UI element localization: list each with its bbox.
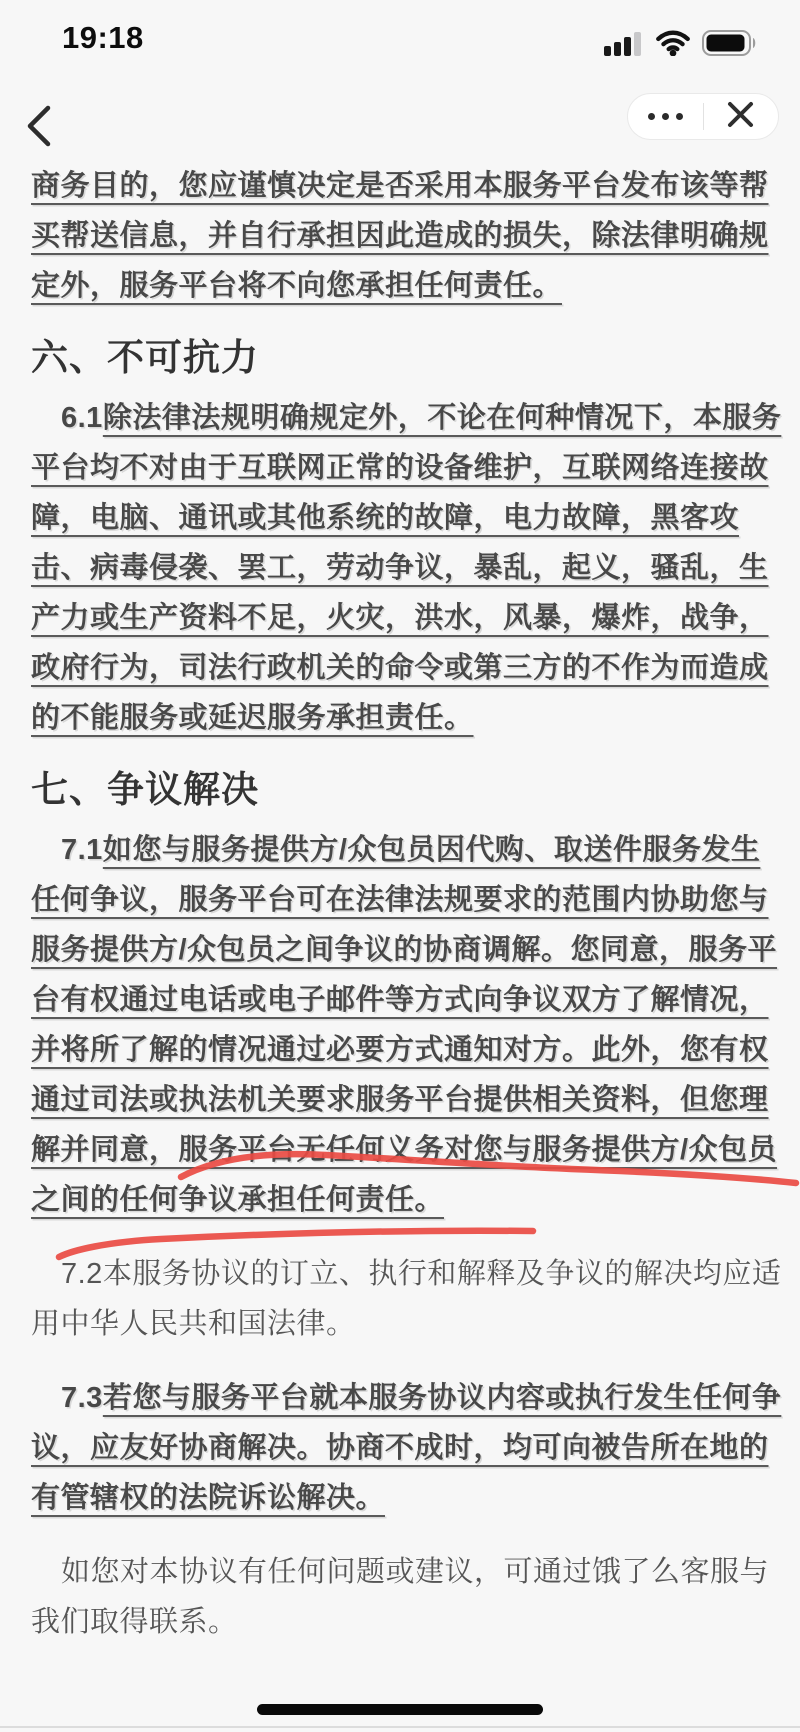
line-text: 如您对本协议有任何问题或建议，可通过饿了么客服与 [61, 1556, 770, 1588]
line-text: 如您与服务提供方/众包员因代购、取送件服务发生 [102, 834, 761, 866]
paragraph [31, 825, 778, 1225]
miniprogram-capsule [627, 93, 779, 140]
clause-number: 7.1 [61, 834, 103, 866]
line-text: 解并同意，服务平台无任何义务对您与服务提供方/众包员 [31, 1134, 778, 1166]
text-line [31, 393, 782, 443]
text-line [31, 1547, 769, 1597]
back-button[interactable] [24, 104, 58, 148]
text-line [31, 493, 769, 543]
text-line [31, 1597, 769, 1647]
status-bar [0, 0, 800, 60]
text-line [31, 1075, 769, 1125]
bottom-divider [0, 1726, 800, 1728]
text-line [31, 1249, 782, 1299]
more-button[interactable] [628, 94, 703, 139]
paragraph [31, 1373, 782, 1523]
battery-icon [702, 30, 762, 61]
line-text: 买帮送信息，并自行承担因此造成的损失，除法律明确规 [31, 220, 769, 252]
line-text: 有管辖权的法院诉讼解决。 [31, 1482, 386, 1514]
section-heading: 六、不可抗力 [31, 337, 259, 378]
text-line [31, 1025, 769, 1075]
line-text: 击、病毒侵袭、罢工，劳动争议，暴乱，起义，骚乱，生 [31, 552, 769, 584]
text-line [31, 975, 769, 1025]
line-text: 用中华人民共和国法律。 [31, 1308, 356, 1340]
line-text: 产力或生产资料不足，火灾，洪水，风暴，爆炸，战争， [31, 602, 769, 634]
text-line [31, 925, 778, 975]
line-text: 台有权通过电话或电子邮件等方式向争议双方了解情况， [31, 984, 769, 1016]
paragraph [31, 161, 769, 311]
text-line [31, 643, 769, 693]
clock: 19:18 [62, 20, 144, 55]
line-text: 通过司法或执法机关要求服务平台提供相关资料，但您理 [31, 1084, 769, 1116]
nav-bar [0, 60, 800, 145]
paragraph [31, 1249, 782, 1349]
close-button[interactable] [704, 94, 779, 139]
line-text: 若您与服务平台就本服务协议内容或执行发生任何争 [102, 1382, 782, 1414]
text-line [31, 1175, 769, 1225]
line-text: 定外，服务平台将不向您承担任何责任。 [31, 270, 563, 302]
text-line [31, 1299, 769, 1349]
line-text: 平台均不对由于互联网正常的设备维护，互联网络连接故 [31, 452, 769, 484]
text-line [31, 593, 769, 643]
section-heading: 七、争议解决 [31, 769, 259, 810]
line-text: 障，电脑、通讯或其他系统的故障，电力故障，黑客攻 [31, 502, 740, 534]
text-line [31, 693, 769, 743]
wifi-icon [655, 30, 691, 61]
document-content[interactable] [31, 145, 782, 1647]
text-line [31, 1473, 769, 1523]
line-text: 并将所了解的情况通过必要方式通知对方。此外，您有权 [31, 1034, 769, 1066]
line-text: 商务目的，您应谨慎决定是否采用本服务平台发布该等帮 [31, 170, 769, 202]
text-line [31, 211, 769, 261]
clause-number: 7.3 [61, 1382, 103, 1414]
text-line [31, 443, 769, 493]
cellular-signal-icon [604, 32, 644, 61]
text-line [31, 1423, 769, 1473]
text-line [31, 261, 769, 311]
close-icon [727, 101, 754, 133]
text-line [31, 875, 769, 925]
line-text: 除法律法规明确规定外，不论在何种情况下，本服务 [102, 402, 782, 434]
line-text: 议，应友好协商解决。协商不成时，均可向被告所在地的 [31, 1432, 769, 1464]
paragraph [31, 393, 782, 743]
paragraph [31, 1547, 769, 1647]
line-text: 本服务协议的订立、执行和解释及争议的解决均应适 [102, 1258, 782, 1290]
line-text: 的不能服务或延迟服务承担责任。 [31, 702, 474, 734]
text-line [31, 1125, 778, 1175]
status-icons [604, 30, 762, 61]
line-text: 任何争议，服务平台可在法律法规要求的范围内协助您与 [31, 884, 769, 916]
text-line [31, 1373, 782, 1423]
text-line [31, 161, 769, 211]
ellipsis-icon [648, 113, 683, 120]
home-indicator[interactable] [257, 1704, 543, 1715]
text-line [31, 825, 769, 875]
line-text: 之间的任何争议承担任何责任。 [31, 1184, 445, 1216]
line-text: 服务提供方/众包员之间争议的协商调解。您同意，服务平 [31, 934, 778, 966]
text-line [31, 543, 769, 593]
line-text: 我们取得联系。 [31, 1606, 238, 1638]
clause-number: 7.2 [61, 1258, 103, 1290]
clause-number: 6.1 [61, 402, 103, 434]
line-text: 政府行为，司法行政机关的命令或第三方的不作为而造成 [31, 652, 769, 684]
